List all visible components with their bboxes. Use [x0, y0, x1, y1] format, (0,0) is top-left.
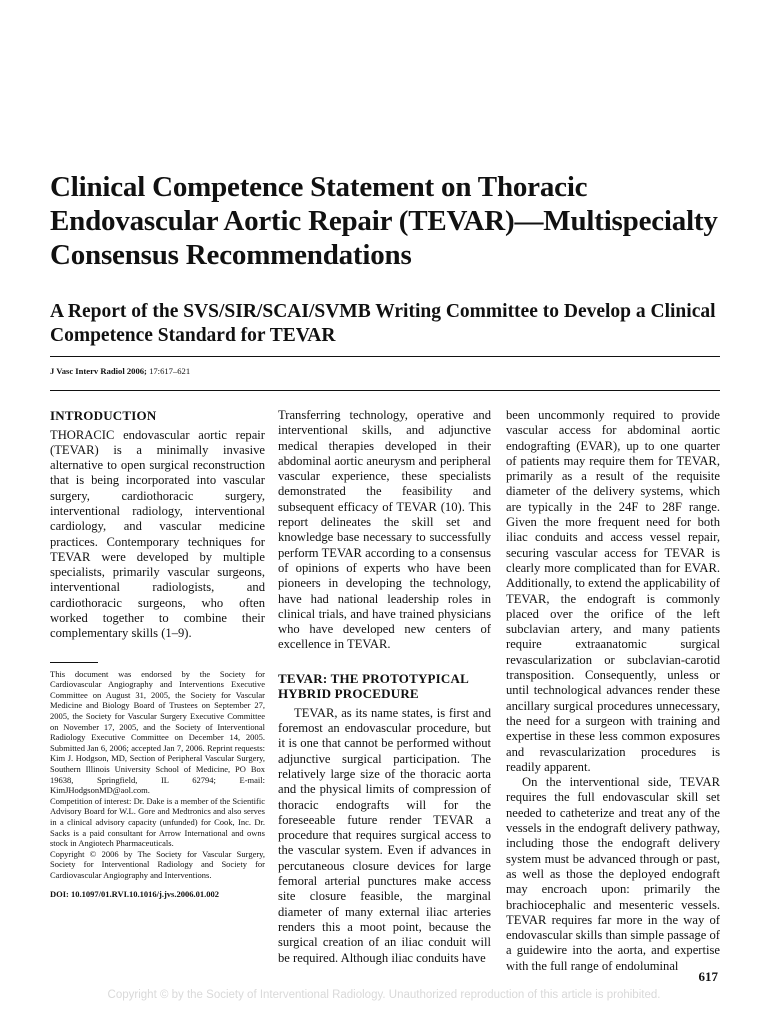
- footnote-copyright: Copyright © 2006 by The Society for Vascular Surgery, Society for Interventional Radiology and Society for Cardiovascular Angiography and Interventions.: [50, 848, 265, 880]
- citation-line: [50, 365, 720, 377]
- citation-journal: J Vasc Interv Radiol 2006;: [50, 366, 147, 376]
- hybrid-paragraph: TEVAR, as its name states, is first and foremost an endovascular procedure, but it is one that cannot be performed without adjunctive surgical participation. The relatively large size of the thoracic aorta and the physical limits of compression of thoracic endografts will for the foreseeable future render TEVAR a procedure that requires surgical access to the vascular system. Even if advances in percutaneous closure devices for large femoral arterial punctures make access site closure feasible, the marginal diameter of many external iliac arteries renders this a moot point, because the surgical creation of an iliac conduit will be required. Although iliac conduits have: [278, 705, 491, 965]
- doi-line: DOI: 10.1097/01.RVI.10.1016/j.jvs.2006.01.002: [50, 888, 219, 899]
- article-subtitle: A Report of the SVS/SIR/SCAI/SVMB Writing Committee to Develop a Clinical Competence Standard for TEVAR: [50, 301, 716, 346]
- introduction-paragraph-2: Transferring technology, operative and interventional skills, and adjunctive medical therapies developed in their abdominal aortic aneurysm and peripheral vascular experience, these specialists demonstrated the feasibility and subsequent efficacy of TEVAR (10). This report delineates the skill set and knowledge base necessary to successfully perform TEVAR according to a consensus of opinions of experts who have been pioneers in developing the technology, have had national leadership roles in clinical trials, and have trained physicians who have developed new centers of excellence in TEVAR.: [278, 408, 491, 652]
- hybrid-procedure-heading: TEVAR: THE PROTOTYPICAL HYBRID PROCEDURE: [278, 670, 469, 702]
- introduction-heading: INTRODUCTION: [50, 408, 157, 423]
- page-number: 617: [698, 969, 718, 984]
- column-3-paragraph-2: On the interventional side, TEVAR requires the full endovascular skill set needed to catheterize and treat any of the vessels in the endograft delivery pathway, including those the endograft delivery system must be advanced through or past, as well as those the deployed endograft may encroach upon: primarily the brachiocephalic and mesenteric vessels. TEVAR requires far more in the way of endovascular skills than simple passage of a guidewire into the aorta, and expertise with the full range of endoluminal: [506, 775, 720, 973]
- column-3: [506, 408, 720, 974]
- column-3-paragraph-1: been uncommonly required to provide vascular access for abdominal aortic endografting (EVAR), up to one quarter of patients may require them for TEVAR, primarily as a result of the requisite diameter of the delivery systems, which are typically in the 24F to 28F range. Given the more frequent need for both iliac conduits and access vessel repair, securing vascular access for TEVAR is clearly more complicated than for EVAR. Additionally, to extend the applicability of TEVAR, the endograft is commonly placed over the orifice of the left subclavian artery, and many patients require extraanatomic surgical revascularization or subclavian-carotid transposition. Consequently, unless or until technological advances render these ancillary surgical procedures unnecessary, the need for a surgeon with training and expertise in these less common exposures and revascularization procedures is readily apparent.: [506, 408, 720, 774]
- footnote-endorsement: This document was endorsed by the Society for Cardiovascular Angiography and Interventions Executive Committee on August 31, 2005, the Society for Vascular Medicine and Biology Board of Trustees on September 27, 2005, the Society for Vascular Surgery Executive Committee on November 17, 2005, and the Society of Interventional Radiology Executive Committee on December 14, 2005. Submitted Jan 6, 2006; accepted Jan 7, 2006. Reprint requests: Kim J. Hodgson, MD, Section of Peripheral Vascular Surgery, Southern Illinois University School of Medicine, PO Box 19638, Springfield, IL 62794; E-mail: KimJHodgsonMD@aol.com.: [50, 668, 265, 796]
- column-1: [50, 408, 265, 900]
- header-rule-bottom: [50, 390, 720, 391]
- citation-pages: 17:617–621: [146, 366, 191, 376]
- footnote-competition: Competition of interest: Dr. Dake is a member of the Scientific Advisory Board for W.L. Gore and Medtronics and also serves in a clinical advisory capacity (unfunded) for Cook, Inc. Dr. Sacks is a paid consultant for Arrow International and owns stock in Angiotech Pharmaceuticals.: [50, 795, 265, 849]
- footnote-divider: [50, 662, 98, 663]
- article-title: Clinical Competence Statement on Thoracic Endovascular Aortic Repair (TEVAR)—Multispecialty Consensus Recommendations: [50, 171, 718, 271]
- header-rule-top: [50, 356, 720, 357]
- column-2: [278, 408, 491, 966]
- copyright-watermark: Copyright © by the Society of Interventional Radiology. Unauthorized reproduction of this article is prohibited.: [107, 989, 661, 1001]
- introduction-paragraph: THORACIC endovascular aortic repair (TEVAR) is a minimally invasive alternative to open surgical reconstruction that is being incorporated into vascular surgery, cardiothoracic surgery, interventional radiology, interventional cardiology, and vascular medicine practices. Contemporary techniques for TEVAR were developed by multiple specialists, primarily vascular surgeons, interventional radiologists, and cardiothoracic surgeons, who often worked together to combine their complementary skills (1–9).: [50, 427, 265, 641]
